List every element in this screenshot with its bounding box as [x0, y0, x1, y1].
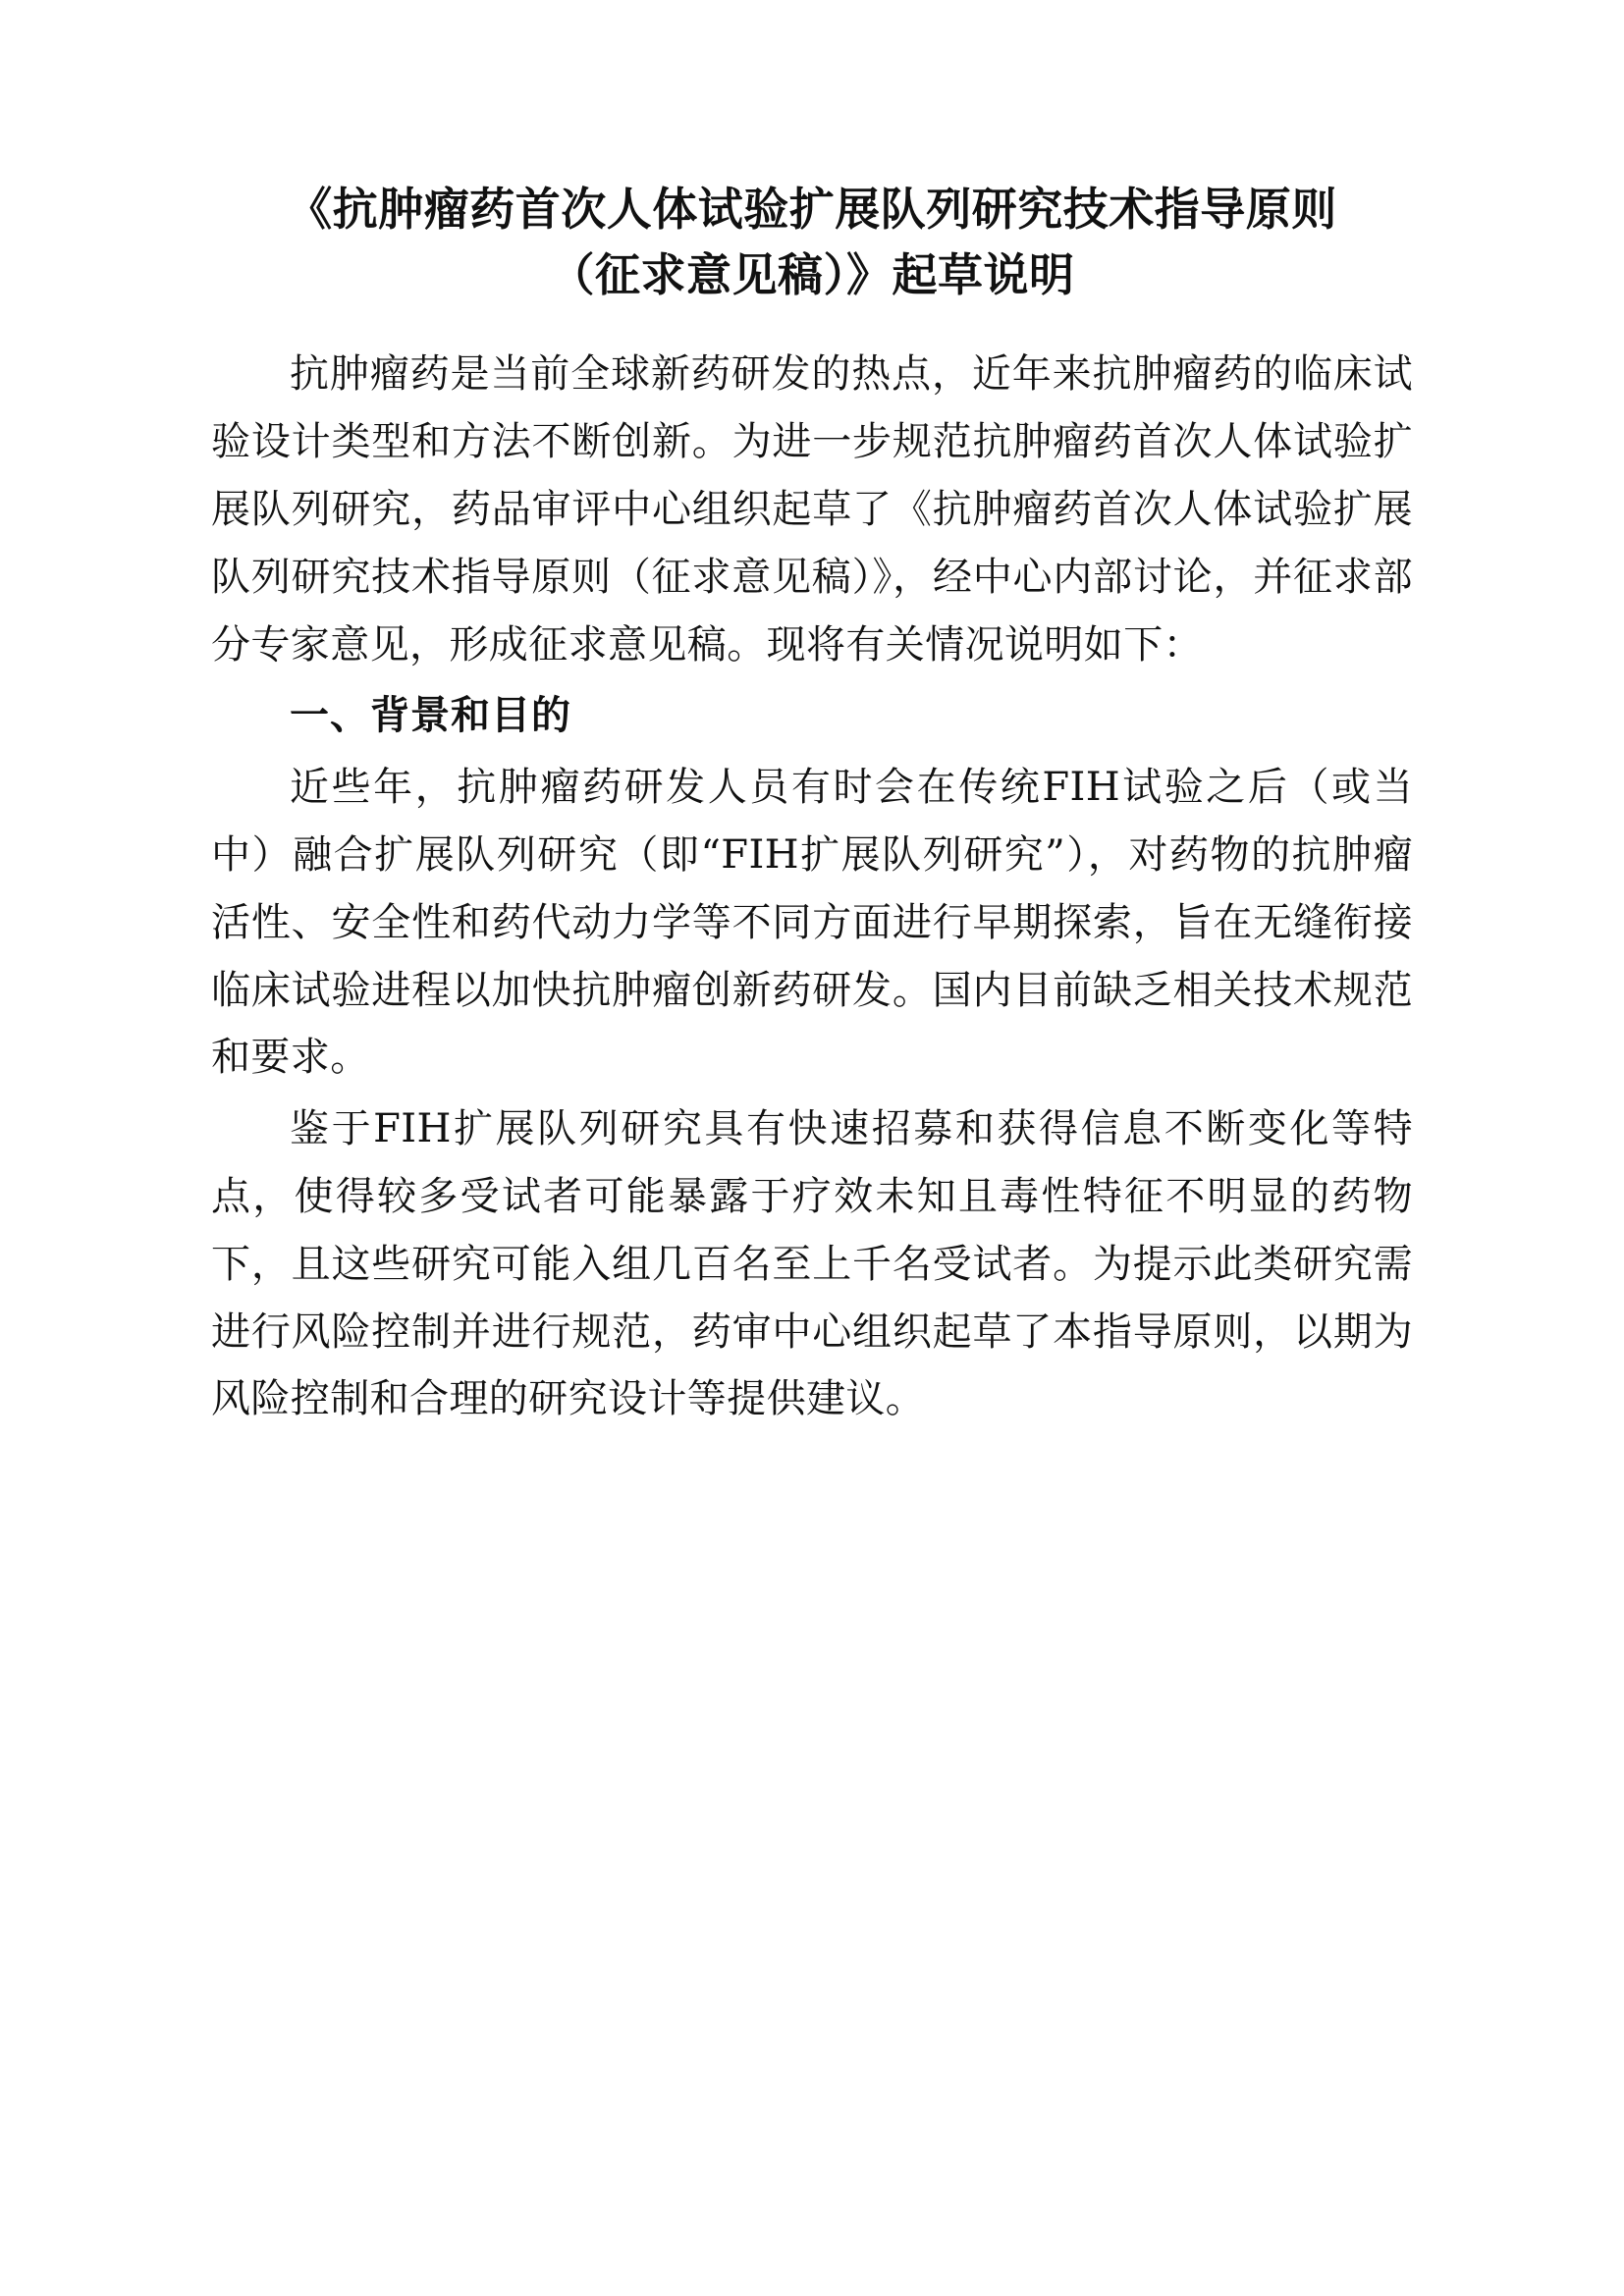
- page-title: [211, 177, 1413, 307]
- page-title-line-1: 《抗肿瘤药首次人体试验扩展队列研究技术指导原则: [287, 183, 1337, 236]
- section-heading: 一、背景和目的: [290, 692, 571, 739]
- body-paragraph: 鉴于FIH扩展队列研究具有快速招募和获得信息不断变化等特点，使得较多受试者可能暴露于疗效未知且毒性特征不明显的药物下，且这些研究可能入组几百名至上千名受试者。为提示此类研究需进行风险控制并进行规范，药审中心组织起草了本指导原则，以期为风险控制和合理的研究设计等提供建议。: [211, 1106, 1413, 1422]
- body-paragraph: 抗肿瘤药是当前全球新药研发的热点，近年来抗肿瘤药的临床试验设计类型和方法不断创新。为进一步规范抗肿瘤药首次人体试验扩展队列研究，药品审评中心组织起草了《抗肿瘤药首次人体试验扩展队列研究技术指导原则（征求意见稿）》，经中心内部讨论，并征求部分专家意见，形成征求意见稿。现将有关情况说明如下：: [211, 351, 1413, 667]
- body-paragraph: 近些年，抗肿瘤药研发人员有时会在传统FIH试验之后（或当中）融合扩展队列研究（即“FIH扩展队列研究”），对药物的抗肿瘤活性、安全性和药代动力学等不同方面进行早期探索，旨在无缝衔接临床试验进程以加快抗肿瘤创新药研发。国内目前缺乏相关技术规范和要求。: [211, 765, 1413, 1081]
- page-title-line-2: （征求意见稿）》起草说明: [549, 247, 1075, 301]
